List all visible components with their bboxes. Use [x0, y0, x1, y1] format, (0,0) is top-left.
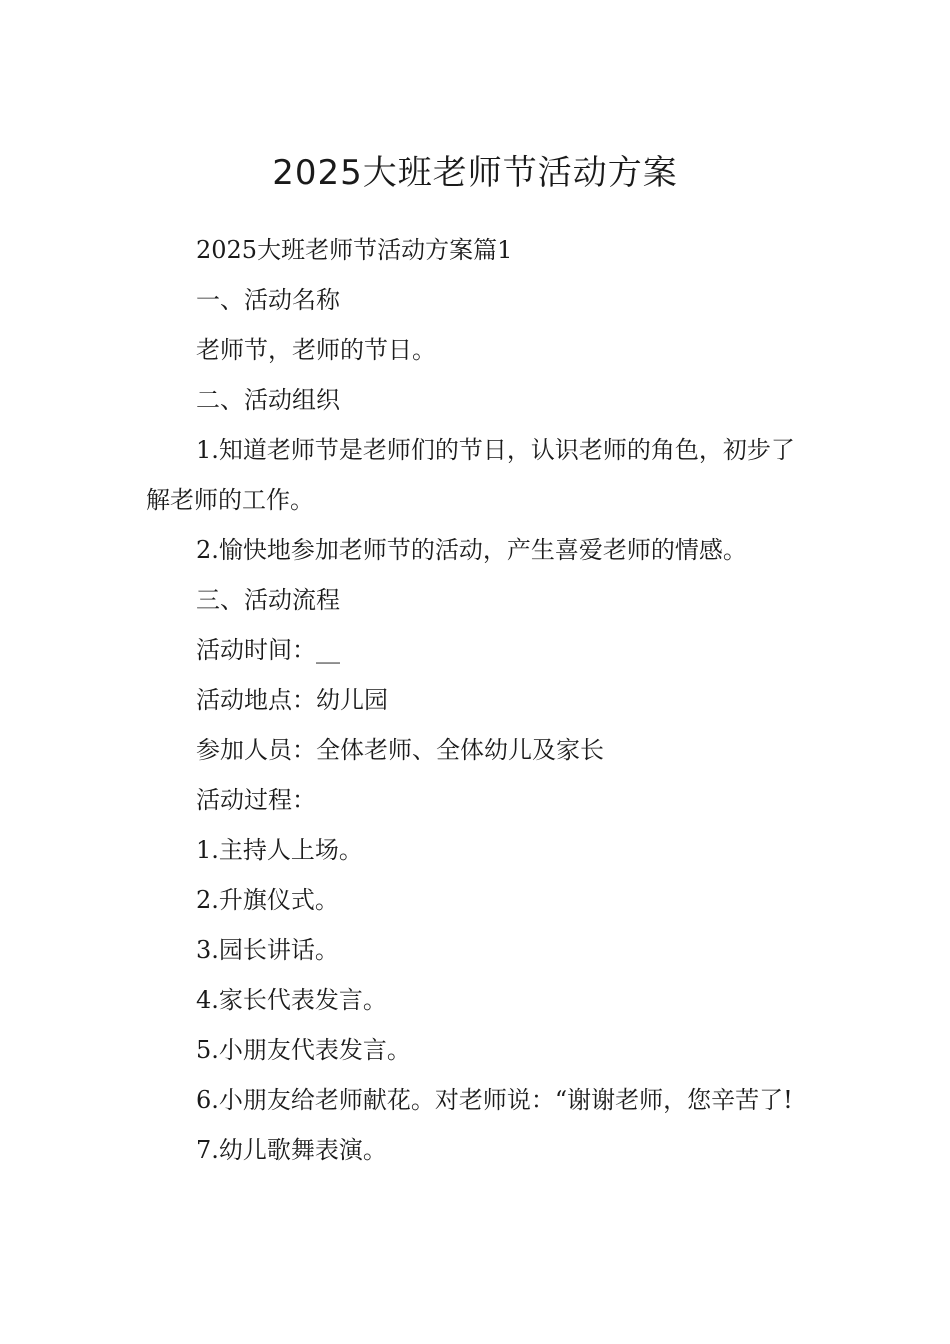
list-item: 2.升旗仪式。 — [196, 886, 339, 914]
list-item: 6.小朋友给老师献花。对老师说：“谢谢老师，您辛苦了! — [196, 1086, 793, 1114]
section-heading-subtitle: 2025大班老师节活动方案篇1 — [196, 236, 513, 264]
section-heading-activity-name: 一、活动名称 — [196, 286, 340, 314]
section-heading-activity-process: 三、活动流程 — [196, 586, 340, 614]
list-item: 7.幼儿歌舞表演。 — [196, 1136, 387, 1164]
list-item: 2.愉快地参加老师节的活动，产生喜爱老师的情感。 — [196, 536, 747, 564]
list-item: 3.园长讲话。 — [196, 936, 339, 964]
list-item: 1.主持人上场。 — [196, 836, 363, 864]
list-item: 5.小朋友代表发言。 — [196, 1036, 411, 1064]
document-title: 2025大班老师节活动方案 — [272, 152, 678, 193]
paragraph: 老师节，老师的节日。 — [196, 336, 436, 364]
list-item: 4.家长代表发言。 — [196, 986, 387, 1014]
list-item: 1.知道老师节是老师们的节日，认识老师的角色，初步了解老师的工作。 — [146, 436, 795, 514]
activity-steps-heading: 活动过程： — [196, 786, 316, 814]
activity-location: 活动地点：幼儿园 — [196, 686, 388, 714]
document-body — [146, 225, 806, 1175]
activity-time: 活动时间：__ — [196, 636, 340, 664]
section-heading-activity-organization: 二、活动组织 — [196, 386, 340, 414]
participants: 参加人员：全体老师、全体幼儿及家长 — [196, 736, 604, 764]
